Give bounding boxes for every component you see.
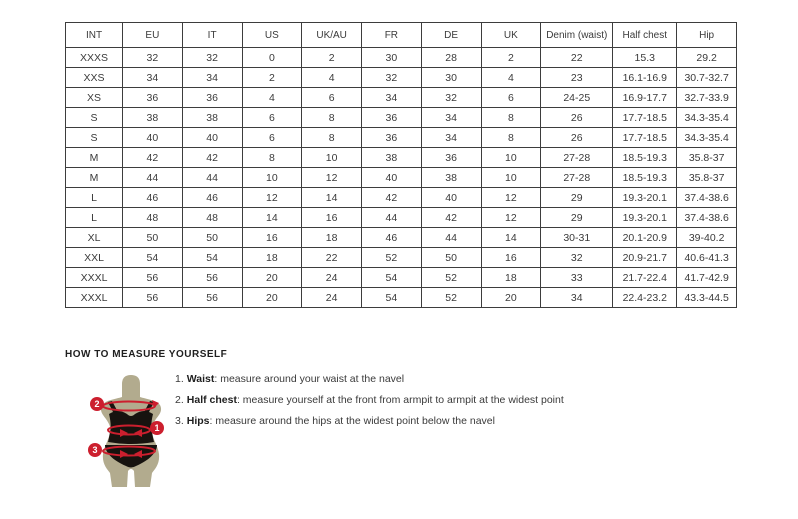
table-cell: 20.1-20.9 bbox=[613, 228, 677, 248]
table-cell: 2 bbox=[242, 68, 302, 88]
table-cell: 42 bbox=[182, 148, 242, 168]
table-cell: 19.3-20.1 bbox=[613, 208, 677, 228]
table-cell: 10 bbox=[481, 168, 541, 188]
table-cell: 50 bbox=[182, 228, 242, 248]
table-cell: 52 bbox=[421, 288, 481, 308]
table-cell: 26 bbox=[541, 128, 613, 148]
table-cell: 12 bbox=[242, 188, 302, 208]
table-cell: 38 bbox=[362, 148, 422, 168]
table-cell: 46 bbox=[362, 228, 422, 248]
table-cell: 52 bbox=[362, 248, 422, 268]
table-cell: 2 bbox=[481, 48, 541, 68]
table-cell: 44 bbox=[362, 208, 422, 228]
table-cell: 34 bbox=[362, 88, 422, 108]
table-cell: 41.7-42.9 bbox=[677, 268, 737, 288]
table-cell: 34.3-35.4 bbox=[677, 128, 737, 148]
table-cell: 14 bbox=[302, 188, 362, 208]
table-cell: XXXL bbox=[66, 288, 123, 308]
step-text: : measure around the hips at the widest point below the navel bbox=[209, 415, 495, 427]
table-cell: 8 bbox=[481, 128, 541, 148]
table-cell: 38 bbox=[421, 168, 481, 188]
table-cell: 30-31 bbox=[541, 228, 613, 248]
table-cell: 15.3 bbox=[613, 48, 677, 68]
hips-badge bbox=[88, 443, 102, 457]
table-cell: 10 bbox=[481, 148, 541, 168]
table-row bbox=[66, 128, 737, 148]
table-row bbox=[66, 108, 737, 128]
measurement-figure-illustration bbox=[75, 370, 185, 500]
table-cell: 24 bbox=[302, 288, 362, 308]
svg-text:3: 3 bbox=[92, 445, 98, 456]
step-label: Hips bbox=[186, 415, 210, 427]
table-cell: 8 bbox=[242, 148, 302, 168]
table-cell: XL bbox=[66, 228, 123, 248]
table-cell: 35.8-37 bbox=[677, 148, 737, 168]
table-cell: 36 bbox=[362, 108, 422, 128]
table-cell: 18 bbox=[302, 228, 362, 248]
table-cell: 33 bbox=[541, 268, 613, 288]
table-cell: 56 bbox=[123, 288, 183, 308]
column-header: INT bbox=[66, 23, 123, 48]
column-header: Half chest bbox=[613, 23, 677, 48]
table-body bbox=[66, 48, 737, 308]
table-cell: 8 bbox=[302, 108, 362, 128]
table-cell: 34 bbox=[421, 108, 481, 128]
table-cell: 18 bbox=[242, 248, 302, 268]
table-cell: 36 bbox=[182, 88, 242, 108]
table-cell: 30.7-32.7 bbox=[677, 68, 737, 88]
table-cell: 40 bbox=[123, 128, 183, 148]
table-cell: 14 bbox=[242, 208, 302, 228]
table-cell: 39-40.2 bbox=[677, 228, 737, 248]
table-cell: 40 bbox=[182, 128, 242, 148]
table-cell: 50 bbox=[421, 248, 481, 268]
measure-step-hips bbox=[175, 411, 564, 432]
table-cell: 16 bbox=[302, 208, 362, 228]
table-cell: 54 bbox=[362, 288, 422, 308]
table-cell: 2 bbox=[302, 48, 362, 68]
table-row bbox=[66, 228, 737, 248]
step-label: Half chest bbox=[186, 394, 237, 406]
table-cell: M bbox=[66, 168, 123, 188]
table-cell: 40 bbox=[421, 188, 481, 208]
table-cell: 56 bbox=[182, 288, 242, 308]
table-cell: 29.2 bbox=[677, 48, 737, 68]
table-cell: 16 bbox=[481, 248, 541, 268]
table-cell: 18.5-19.3 bbox=[613, 168, 677, 188]
column-header: DE bbox=[421, 23, 481, 48]
table-cell: 30 bbox=[421, 68, 481, 88]
table-cell: 37.4-38.6 bbox=[677, 188, 737, 208]
table-cell: 18.5-19.3 bbox=[613, 148, 677, 168]
column-header: FR bbox=[362, 23, 422, 48]
table-cell: 16.1-16.9 bbox=[613, 68, 677, 88]
table-cell: 30 bbox=[362, 48, 422, 68]
table-cell: XXXS bbox=[66, 48, 123, 68]
table-row bbox=[66, 268, 737, 288]
table-row bbox=[66, 188, 737, 208]
table-cell: 40 bbox=[362, 168, 422, 188]
table-cell: 29 bbox=[541, 188, 613, 208]
table-cell: 48 bbox=[182, 208, 242, 228]
measurement-steps bbox=[175, 369, 564, 432]
table-cell: 46 bbox=[123, 188, 183, 208]
step-number: 3. bbox=[175, 415, 184, 427]
table-cell: XXL bbox=[66, 248, 123, 268]
table-cell: 4 bbox=[481, 68, 541, 88]
size-chart-table bbox=[65, 22, 737, 308]
table-cell: 29 bbox=[541, 208, 613, 228]
table-cell: XXXL bbox=[66, 268, 123, 288]
table-cell: 34 bbox=[541, 288, 613, 308]
column-header: UK/AU bbox=[302, 23, 362, 48]
table-cell: 12 bbox=[481, 208, 541, 228]
table-cell: 38 bbox=[182, 108, 242, 128]
table-cell: 20 bbox=[481, 288, 541, 308]
header-row bbox=[66, 23, 737, 48]
step-label: Waist bbox=[186, 373, 215, 385]
table-cell: 50 bbox=[123, 228, 183, 248]
table-cell: 46 bbox=[182, 188, 242, 208]
table-cell: S bbox=[66, 108, 123, 128]
table-cell: 36 bbox=[123, 88, 183, 108]
column-header: US bbox=[242, 23, 302, 48]
table-cell: 14 bbox=[481, 228, 541, 248]
table-cell: 32 bbox=[362, 68, 422, 88]
table-cell: 27-28 bbox=[541, 168, 613, 188]
table-cell: 12 bbox=[302, 168, 362, 188]
table-cell: L bbox=[66, 208, 123, 228]
table-cell: 48 bbox=[123, 208, 183, 228]
table-cell: 42 bbox=[421, 208, 481, 228]
table-cell: 43.3-44.5 bbox=[677, 288, 737, 308]
column-header: UK bbox=[481, 23, 541, 48]
table-cell: 10 bbox=[242, 168, 302, 188]
table-cell: 19.3-20.1 bbox=[613, 188, 677, 208]
table-cell: 27-28 bbox=[541, 148, 613, 168]
column-header: IT bbox=[182, 23, 242, 48]
step-text: : measure around your waist at the navel bbox=[214, 373, 405, 385]
table-cell: 16.9-17.7 bbox=[613, 88, 677, 108]
table-cell: 34 bbox=[182, 68, 242, 88]
table-cell: 44 bbox=[421, 228, 481, 248]
table-row bbox=[66, 208, 737, 228]
half-chest-badge bbox=[90, 397, 104, 411]
step-number: 1. bbox=[175, 373, 184, 385]
table-cell: XS bbox=[66, 88, 123, 108]
table-cell: S bbox=[66, 128, 123, 148]
table-cell: 32 bbox=[541, 248, 613, 268]
table-row bbox=[66, 148, 737, 168]
table-cell: 20.9-21.7 bbox=[613, 248, 677, 268]
table-cell: 40.6-41.3 bbox=[677, 248, 737, 268]
table-cell: 6 bbox=[481, 88, 541, 108]
table-cell: 54 bbox=[182, 248, 242, 268]
table-row bbox=[66, 248, 737, 268]
table-cell: 17.7-18.5 bbox=[613, 108, 677, 128]
table-cell: 17.7-18.5 bbox=[613, 128, 677, 148]
step-number: 2. bbox=[175, 394, 184, 406]
table-cell: 34.3-35.4 bbox=[677, 108, 737, 128]
measure-step-half-chest bbox=[175, 390, 564, 411]
table-cell: XXS bbox=[66, 68, 123, 88]
table-cell: 8 bbox=[302, 128, 362, 148]
table-cell: 37.4-38.6 bbox=[677, 208, 737, 228]
svg-text:1: 1 bbox=[154, 423, 160, 434]
measure-step-waist bbox=[175, 369, 564, 390]
table-cell: M bbox=[66, 148, 123, 168]
table-cell: 36 bbox=[362, 128, 422, 148]
table-cell: 4 bbox=[302, 68, 362, 88]
column-header: EU bbox=[123, 23, 183, 48]
table-cell: 52 bbox=[421, 268, 481, 288]
table-cell: 54 bbox=[123, 248, 183, 268]
column-header: Denim (waist) bbox=[541, 23, 613, 48]
table-cell: 4 bbox=[242, 88, 302, 108]
table-cell: 20 bbox=[242, 288, 302, 308]
table-row bbox=[66, 88, 737, 108]
table-cell: 34 bbox=[123, 68, 183, 88]
table-cell: 32 bbox=[182, 48, 242, 68]
table-cell: 20 bbox=[242, 268, 302, 288]
table-row bbox=[66, 48, 737, 68]
how-to-measure-title: HOW TO MEASURE YOURSELF bbox=[65, 349, 228, 360]
table-cell: 38 bbox=[123, 108, 183, 128]
table-cell: 34 bbox=[421, 128, 481, 148]
table-cell: 16 bbox=[242, 228, 302, 248]
table-cell: 42 bbox=[362, 188, 422, 208]
table-cell: 44 bbox=[182, 168, 242, 188]
table-cell: L bbox=[66, 188, 123, 208]
table-row bbox=[66, 288, 737, 308]
table-cell: 32.7-33.9 bbox=[677, 88, 737, 108]
table-cell: 6 bbox=[242, 128, 302, 148]
waist-badge bbox=[150, 421, 164, 435]
table-cell: 22.4-23.2 bbox=[613, 288, 677, 308]
table-cell: 6 bbox=[242, 108, 302, 128]
table-cell: 32 bbox=[421, 88, 481, 108]
step-text: : measure yourself at the front from armpit to armpit at the widest point bbox=[236, 394, 564, 406]
table-cell: 56 bbox=[182, 268, 242, 288]
table-cell: 18 bbox=[481, 268, 541, 288]
table-cell: 35.8-37 bbox=[677, 168, 737, 188]
table-cell: 44 bbox=[123, 168, 183, 188]
table-cell: 22 bbox=[302, 248, 362, 268]
table-cell: 32 bbox=[123, 48, 183, 68]
table-cell: 42 bbox=[123, 148, 183, 168]
table-cell: 8 bbox=[481, 108, 541, 128]
table-cell: 24 bbox=[302, 268, 362, 288]
table-cell: 10 bbox=[302, 148, 362, 168]
column-header: Hip bbox=[677, 23, 737, 48]
table-cell: 22 bbox=[541, 48, 613, 68]
table-cell: 21.7-22.4 bbox=[613, 268, 677, 288]
table-row bbox=[66, 68, 737, 88]
table-cell: 6 bbox=[302, 88, 362, 108]
table-cell: 0 bbox=[242, 48, 302, 68]
table-cell: 56 bbox=[123, 268, 183, 288]
table-cell: 23 bbox=[541, 68, 613, 88]
table-cell: 26 bbox=[541, 108, 613, 128]
table-cell: 54 bbox=[362, 268, 422, 288]
table-row bbox=[66, 168, 737, 188]
table-cell: 36 bbox=[421, 148, 481, 168]
table-cell: 24-25 bbox=[541, 88, 613, 108]
table-cell: 28 bbox=[421, 48, 481, 68]
table-cell: 12 bbox=[481, 188, 541, 208]
svg-text:2: 2 bbox=[94, 399, 100, 410]
